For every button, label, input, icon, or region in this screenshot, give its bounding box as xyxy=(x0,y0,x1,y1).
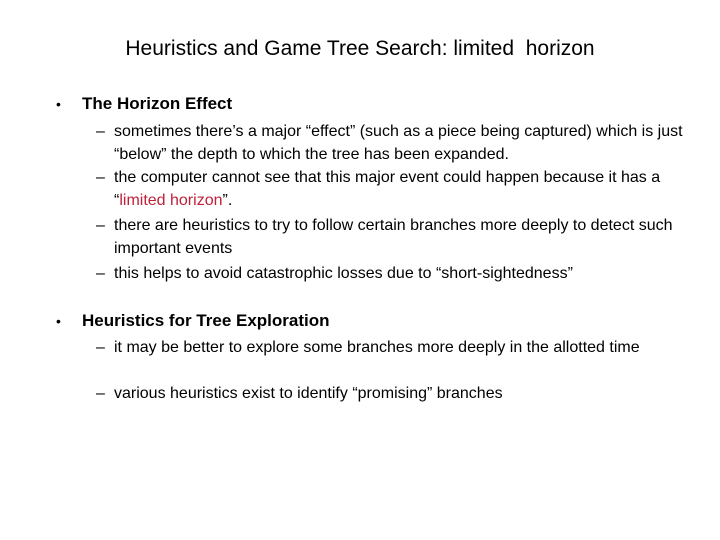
dash-marker: – xyxy=(96,169,105,186)
list-item-text: it may be better to explore some branches more deeply in the allotted time xyxy=(114,339,640,356)
text-before-highlight: the computer cannot see that this major event could happen because it has a “ xyxy=(114,169,661,209)
section-heading: Heuristics for Tree Exploration xyxy=(82,311,330,330)
list-item-text: various heuristics exist to identify “promising” branches xyxy=(114,385,503,402)
list-item xyxy=(96,382,696,405)
section-heading: The Horizon Effect xyxy=(82,94,233,113)
dash-marker: – xyxy=(96,385,105,402)
highlighted-term: limited horizon xyxy=(119,192,223,209)
dash-marker: – xyxy=(96,339,105,356)
dash-marker: – xyxy=(96,123,105,140)
text-after-highlight: ”. xyxy=(222,192,233,209)
list-item-text: sometimes there’s a major “effect” (such as a piece being captured) which is just “below” the depth to which the tree has been expanded. xyxy=(114,123,683,163)
list-item-text xyxy=(114,166,696,212)
dash-marker: – xyxy=(96,265,105,282)
list-item-text: there are heuristics to try to follow certain branches more deeply to detect such important events xyxy=(114,217,673,257)
bullet-marker: • xyxy=(56,313,61,329)
slide-title: Heuristics and Game Tree Search: limited horizon xyxy=(125,37,595,60)
list-item xyxy=(96,336,696,359)
list-item xyxy=(96,262,696,285)
list-item xyxy=(96,166,696,212)
bullet-marker: • xyxy=(56,96,61,112)
dash-marker: – xyxy=(96,217,105,234)
list-item-text: this helps to avoid catastrophic losses due to “short-sightedness” xyxy=(114,265,573,282)
list-item xyxy=(96,120,696,166)
list-item xyxy=(96,214,696,260)
